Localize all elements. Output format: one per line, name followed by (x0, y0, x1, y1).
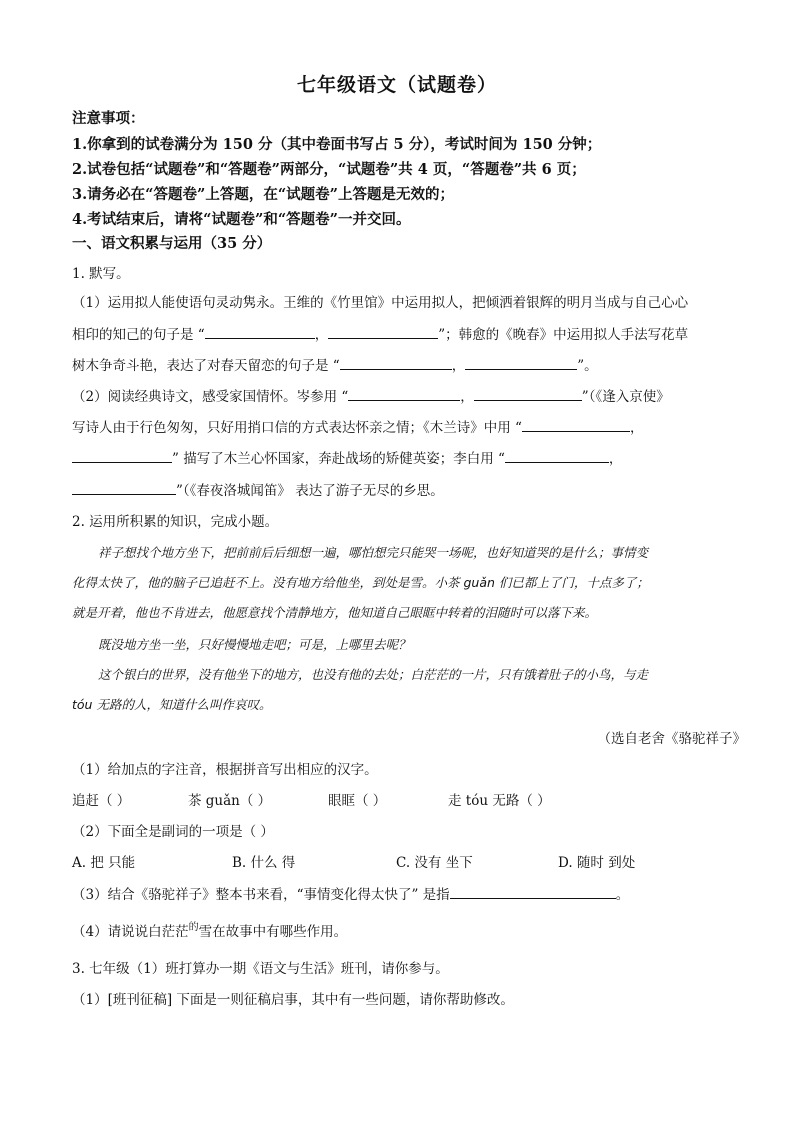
dotted-mark: 的 (188, 922, 199, 933)
text-segment: ， (608, 451, 623, 467)
section-heading: 一、语文积累与运用（35 分） (72, 235, 272, 252)
q2-sub1-items (72, 789, 551, 809)
notice-item: 3.请务必在“答题卷”上答题，在“试题卷”上答题是无效的； (72, 186, 454, 203)
q2-sub2: （2）下面全是副词的一项是（ ） (72, 824, 274, 840)
pinyin-item: 眼眶（ ） (328, 793, 387, 809)
text-segment: （3）结合《骆驼祥子》整本书来看，“事情变化得太快了” 是指 (72, 887, 450, 903)
pinyin-item: 茶 guǎn（ ） (188, 793, 272, 809)
answer-blank[interactable] (450, 886, 616, 899)
text-segment: ”（《春夜洛城闻笛》 表达了游子无尽的乡思。 (176, 483, 444, 499)
passage-line: 既没地方坐一坐，只好慢慢地走吧；可是，上哪里去呢？ (98, 637, 411, 652)
option-d[interactable]: D. 随时 到处 (558, 855, 636, 871)
text-segment: ”。 (577, 358, 598, 374)
option-b[interactable]: B. 什么 得 (232, 855, 296, 871)
answer-blank[interactable] (522, 419, 630, 432)
answer-blank[interactable] (474, 388, 582, 401)
q1-part1-line2 (72, 323, 688, 343)
answer-blank[interactable] (465, 357, 577, 370)
passage-line: 祥子想找个地方坐下，把前前后后细想一遍，哪怕想完只能哭一场呢，也好知道哭的是什么；事情变 (98, 545, 649, 560)
text-segment: （4）请说说白茫茫 (72, 924, 189, 940)
page-title: 七年级语文（试题卷） (296, 74, 497, 96)
q1-part2-line4 (72, 479, 444, 499)
text-segment: 雪在故事中有哪些作用。 (198, 924, 348, 940)
q3-sub1: （1）[班刊征稿] 下面是一则征稿启事，其中有一些问题，请你帮助修改。 (72, 992, 514, 1008)
q1-part2-line3 (72, 447, 622, 467)
notice-item: 2.试卷包括“试题卷”和“答题卷”两部分，“试题卷”共 4 页，“答题卷”共 6 页； (72, 161, 586, 178)
q1-part1-line1: （1）运用拟人能使语句灵动隽永。王维的《竹里馆》中运用拟人，把倾洒着银辉的明月当成与自己心心 (72, 295, 689, 311)
answer-blank[interactable] (72, 450, 172, 463)
text-segment: ”；韩愈的《晚春》中运用拟人手法写花草 (438, 327, 689, 343)
answer-blank[interactable] (72, 482, 176, 495)
text-segment: 相印的知己的句子是 “ (72, 327, 205, 343)
text-segment: 。 (615, 887, 630, 903)
q2-sub4 (72, 920, 347, 940)
option-a[interactable]: A. 把 只能 (72, 855, 136, 871)
passage-line: 就是开着，他也不肯进去，他愿意找个清静地方，他知道自己眼眶中转着的泪随时可以落下来。 (72, 605, 598, 620)
text-segment: 树木争奇斗艳，表达了对春天留恋的句子是 “ (72, 358, 340, 374)
text-segment: 写诗人由于行色匆匆，只好用捎口信的方式表达怀亲之情；《木兰诗》中用 “ (72, 420, 522, 436)
passage-line: 这个银白的世界，没有他坐下的地方，也没有他的去处；白茫茫的一片，只有饿着肚子的小鸟，与走 (98, 667, 649, 682)
q1-part2-line1 (72, 385, 670, 405)
text-segment: （2）阅读经典诗文，感受家国情怀。岑参用 “ (72, 389, 349, 405)
text-segment: ”（《逢入京使》 (581, 389, 670, 405)
pinyin-item: 追赶（ ） (72, 793, 131, 809)
answer-blank[interactable] (340, 357, 452, 370)
pinyin-item: 走 tóu 无路（ ） (448, 793, 551, 809)
text-segment: ， (314, 327, 329, 343)
text-segment: ” 描写了木兰心怀国家，奔赴战场的矫健英姿；李白用 “ (172, 451, 505, 467)
passage-line: 化得太快了，他的脑子已追赶不上。没有地方给他坐，到处是雪。小茶 guǎn 们已都上了门，十点多了； (72, 575, 649, 590)
passage-line: tóu 无路的人，知道什么叫作哀叹。 (72, 697, 272, 712)
q2-sub3 (72, 883, 629, 903)
answer-blank[interactable] (505, 450, 609, 463)
q1-part2-line2 (72, 416, 643, 436)
q2-sub2-options (72, 851, 635, 871)
notice-item: 4.考试结束后，请将“试题卷”和“答题卷”一并交回。 (72, 211, 411, 228)
option-c[interactable]: C. 没有 坐下 (396, 855, 473, 871)
notice-heading: 注意事项： (72, 110, 145, 127)
answer-blank[interactable] (205, 326, 315, 339)
notice-item: 1.你拿到的试卷满分为 150 分（其中卷面书写占 5 分），考试时间为 150 分钟； (72, 136, 602, 153)
question-2-label: 2. 运用所积累的知识，完成小题。 (72, 514, 279, 530)
text-segment: ， (460, 389, 474, 405)
text-segment: ， (451, 358, 466, 374)
answer-blank[interactable] (348, 388, 460, 401)
question-1-label: 1. 默写。 (72, 266, 130, 282)
q2-sub1: （1）给加点的字注音，根据拼音写出相应的汉字。 (72, 762, 378, 778)
passage-source: （选自老舍《骆驼祥子》 (597, 731, 746, 747)
answer-blank[interactable] (328, 326, 438, 339)
text-segment: ， (629, 420, 644, 436)
question-3-label: 3. 七年级（1）班打算办一期《语文与生活》班刊，请你参与。 (72, 961, 449, 977)
q1-part1-line3 (72, 354, 598, 374)
